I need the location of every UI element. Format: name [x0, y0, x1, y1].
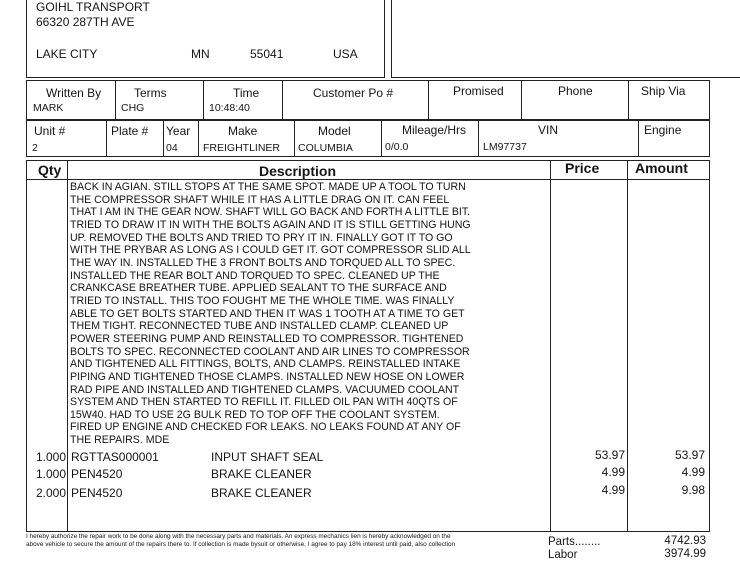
written-by-value: MARK [33, 102, 64, 114]
description-line: WITH THE PRYBAR AS LONG AS I COULD GET IT. GOT COMPRESSOR SLID ALL [70, 244, 471, 257]
authorization-line: above vehicle to secure the amount of the repairs there to. If collection is made bysuit or otherwise, I agree to pay 18% interest until paid, also collection [26, 541, 456, 548]
qty-header: Qty [38, 162, 62, 178]
vin-value: LM97737 [483, 141, 527, 153]
written-by-label: Written By [46, 86, 102, 100]
customer-state: MN [191, 47, 210, 61]
authorization-line: I hereby authorize the repair work to be done along with the necessary parts and materials. An express mechanics lien is hereby acknowledged on the [26, 533, 451, 540]
terms-value: CHG [121, 102, 145, 114]
description-line: AND TIGHTENED ALL FITTINGS, BOLTS, AND CLAMPS. REINSTALLED INTAKE [70, 358, 461, 371]
item-description: BRAKE CLEANER [211, 486, 312, 500]
description-line: PIPING AND TIGHTENED THOSE CLAMPS. INSTALLED NEW HOSE ON LOWER [70, 370, 465, 383]
item-part-number: RGTTAS000001 [71, 450, 159, 464]
description-line: BACK IN AGIAN. STILL STOPS AT THE SAME SPOT. MADE UP A TOOL TO TURN [70, 181, 466, 193]
model-label: Model [318, 124, 351, 138]
year-label: Year [166, 124, 191, 138]
item-amount: 53.97 [674, 448, 705, 462]
customer-address: 66320 287TH AVE [36, 15, 135, 29]
mileage-label: Mileage/Hrs [402, 123, 467, 137]
plate-label: Plate # [111, 124, 149, 138]
unit-label: Unit # [34, 124, 66, 138]
customer-po-label: Customer Po # [313, 86, 394, 100]
year-value: 04 [166, 142, 178, 154]
description-line: THE REPAIRS. MDE [70, 434, 170, 447]
description-line: INSTALLED THE REAR BOLT AND TORQUED TO SPEC. CLEANED UP THE [70, 269, 440, 282]
description-line: THE WAY IN. INSTALLED THE 3 FRONT BOLTS AND TORQUED ALL TO SPEC. [70, 256, 456, 269]
parts-total: 4742.93 [664, 535, 706, 547]
description-line: TRIED TO DRAW IT IN WITH THE BOLTS AGAIN AND IT IS STILL GETTING HUNG [70, 218, 471, 231]
time-value: 10:48:40 [209, 102, 250, 114]
description-line: POWER STEERING PUMP AND REINSTALLED TO COMPRESSOR. TIGHTENED [70, 332, 464, 345]
customer-city: LAKE CITY [36, 47, 98, 61]
ship-via-label: Ship Via [641, 84, 686, 98]
vin-label: VIN [538, 123, 559, 137]
item-qty: 2.000 [36, 486, 67, 500]
make-label: Make [228, 124, 258, 138]
customer-zip: 55041 [250, 47, 284, 61]
description-line: THAT I AM IN THE GEAR NOW. SHAFT WILL GO BACK AND FORTH A LITTLE BIT. [70, 206, 471, 219]
description-line: 15W40. HAD TO USE 2G BULK RED TO TOP OFF THE COOLANT SYSTEM. [70, 408, 440, 421]
customer-name: GOIHL TRANSPORT [36, 0, 150, 14]
item-part-number: PEN4520 [71, 467, 123, 481]
terms-label: Terms [134, 86, 167, 100]
authorization-text [26, 533, 455, 549]
mileage-value: 0/0.0 [385, 141, 409, 153]
item-price: 4.99 [601, 465, 625, 479]
make-value: FREIGHTLINER [203, 142, 281, 154]
engine-label: Engine [644, 123, 682, 137]
promised-label: Promised [453, 84, 504, 98]
description-line: ABLE TO GET BOLTS STARTED AND THEN IT WAS 1 TOOTH AT A TIME TO GET [70, 307, 465, 320]
item-description: INPUT SHAFT SEAL [211, 450, 324, 464]
item-amount: 4.99 [681, 465, 705, 479]
item-qty: 1.000 [36, 450, 67, 464]
labor-total: 3974.99 [664, 548, 706, 560]
time-label: Time [233, 86, 260, 100]
description-line: FIRED UP ENGINE AND CHECKED FOR LEAKS. NO LEAKS FOUND AT ANY OF [70, 421, 461, 434]
description-line: RAD PIPE AND INSTALLED AND TIGHTENED CLAMPS. VACUUMED COOLANT [70, 383, 460, 396]
price-header: Price [565, 160, 600, 176]
item-price: 4.99 [601, 483, 625, 497]
description-line: BOLTS TO SPEC. RECONNECTED COOLANT AND AIR LINES TO COMPRESSOR [70, 345, 470, 358]
unit-value: 2 [32, 142, 38, 154]
description-header: Description [259, 163, 337, 179]
description-line: TRIED TO INSTALL. THIS TOO FOUGHT ME THE WHOLE TIME. WAS FINALLY [70, 294, 455, 307]
parts-label: Parts........ [548, 536, 601, 548]
amount-header: Amount [635, 160, 688, 176]
item-description: BRAKE CLEANER [211, 467, 312, 481]
description-text [70, 181, 550, 447]
ship-to-box [391, 0, 740, 78]
item-qty: 1.000 [36, 467, 67, 481]
description-line: THEM TIGHT. RECONNECTED TUBE AND INSTALLED CLAMP. CLEANED UP [70, 320, 449, 333]
model-value: COLUMBIA [298, 142, 353, 154]
item-amount: 9.98 [681, 483, 705, 497]
description-line: SYSTEM AND THEN STARTED TO REFILL IT. FILLED OIL PAN WITH 40QTS OF [70, 396, 458, 409]
description-line: CRANKCASE BREATHER TUBE. APPLIED SEALANT TO THE SURFACE AND [70, 282, 447, 295]
item-price: 53.97 [594, 448, 625, 462]
labor-label: Labor [548, 549, 578, 561]
description-line: UP. REMOVED THE BOLTS AND TRIED TO PRY IT IN. FINALLY GOT IT TO GO [70, 231, 453, 244]
phone-label: Phone [558, 84, 593, 98]
customer-country: USA [333, 47, 358, 61]
description-line: THE COMPRESSOR SHAFT WHILE IT HAS A LITTLE DRAG ON IT. CAN FEEL [70, 193, 450, 206]
item-part-number: PEN4520 [71, 486, 123, 500]
